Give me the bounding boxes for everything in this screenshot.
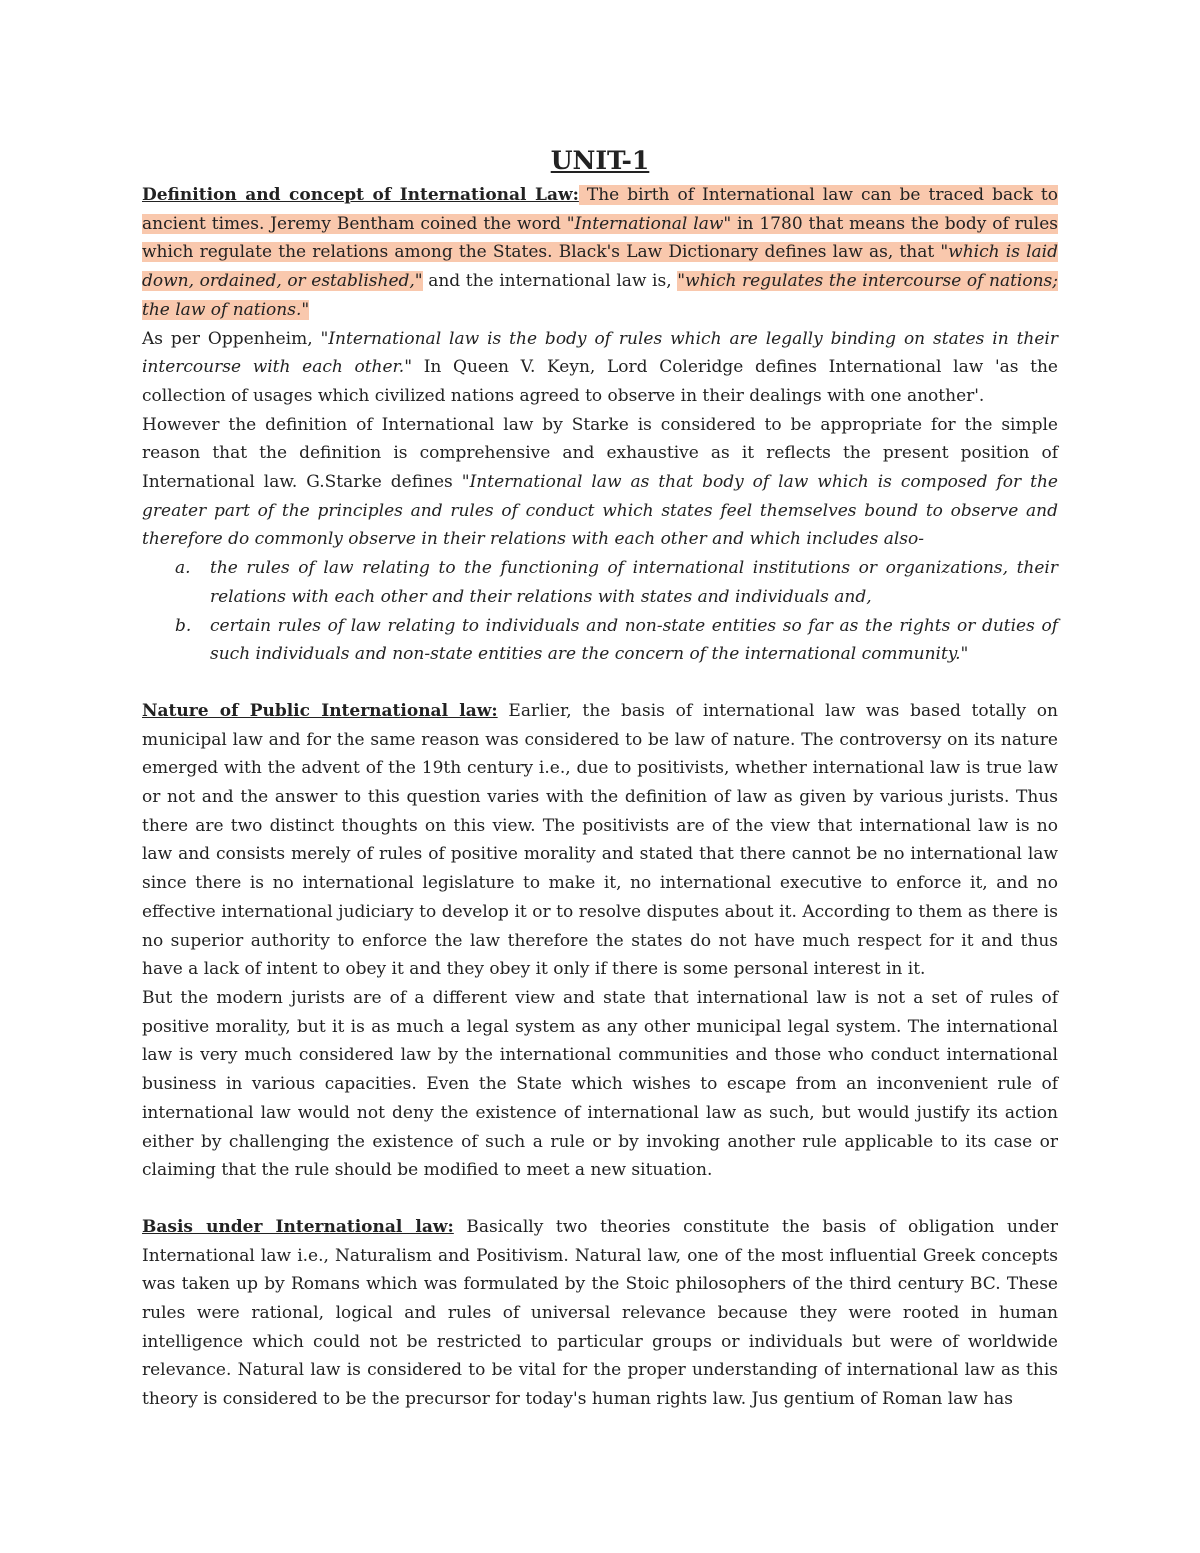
definition-paragraph [142,181,1058,325]
body-text: Earlier, the basis of international law was based totally on municipal law and for the same reason was considered to be law of nature. The controversy on its nature emerged with the advent of the 19th century i.e., due to positivists, whether international law is true law or not and the answer to this question varies with the definition of law as given by various jurists. Thus there are two distinct thoughts on this view. The positivists are of the view that international law is no law and consists merely of rules of positive morality and stated that there cannot be no international law since there is no international legislature to make it, no international executive to enforce it, and no effective international judiciary to develop it or to resolve disputes about it. According to them as there is no superior authority to enforce the law therefore the states do not have much respect for it and thus have a lack of intent to obey it and they obey it only if there is some personal interest in it. [142,700,1058,980]
body-text: However the definition of International law by Starke is considered to be appropriate for the simple reason that the definition is comprehensive and exhaustive as it reflects the present position of International law. G.Starke defines [142,414,1058,493]
list-item [142,612,1058,669]
highlighted-quote: "International law" [566,213,732,234]
page-title: UNIT-1 [550,146,650,175]
list-item-text: the rules of law relating to the functioning of international institutions or organizations, their relations with each other and their relations with states and individuals and, [210,558,1058,607]
document-body [142,143,1058,1414]
modern-jurists-paragraph: But the modern jurists are of a different view and state that international law is not a set of rules of positive morality, but it is as much a legal system as any other municipal legal system. The international law is very much considered law by the international communities and those who conduct international business in various capacities. Even the State which wishes to escape from an inconvenient rule of international law would not deny the existence of international law as such, but would justify its action either by challenging the existence of such a rule or by invoking another rule applicable to its case or claiming that the rule should be modified to meet a new situation. [142,987,1058,1181]
list-marker: b. [175,615,192,636]
nature-paragraph [142,697,1058,984]
highlighted-text: The birth of International law can be traced back to ancient times. Jeremy Bentham coined the word [142,185,1058,234]
section-heading-definition: Definition and concept of International Law: [142,185,579,205]
basis-paragraph [142,1213,1058,1414]
list-item-text: certain rules of law relating to individuals and non-state entities so far as the rights or duties of such individuals and non-state entities are the concern of the international community." [210,615,1058,665]
starke-paragraph [142,411,1058,555]
body-text: Basically two theories constitute the basis of obligation under International law i.e., Naturalism and Positivism. Natural law, one of the most influential Greek concepts was taken up by Romans which was formulated by the Stoic philosophers of the third century BC. These rules were rational, logical and rules of universal relevance because they were rooted in human intelligence which could not be restricted to particular groups or individuals but were of worldwide relevance. Natural law is considered to be vital for the proper understanding of international law as this theory is considered to be the precursor for today's human rights law. Jus gentium of Roman law has [142,1216,1059,1410]
highlighted-quote: "which regulates the intercourse of nations; the law of nations." [142,271,1058,320]
section-heading-basis: Basis under International law: [142,1216,454,1237]
body-text: As per Oppenheim, [142,328,321,349]
quote-text: "International law is the body of rules which are legally binding on states in their intercourse with each other." [142,328,1058,378]
body-text: In Queen V. Keyn, Lord Coleridge defines International law 'as the collection of usages which civilized nations agreed to observe in their dealings with one another'. [142,357,1058,406]
paragraph-gap [142,669,1058,697]
highlighted-quote: "which is laid down, ordained, or established," [142,242,1058,292]
paragraph-gap [142,1185,1058,1213]
list-item [142,554,1058,611]
body-text: and the international law is, [422,271,678,292]
oppenheim-paragraph [142,325,1058,411]
quote-text: "International law as that body of law which is composed for the greater part of the principles and rules of conduct which states feel themselves bound to observe and therefore do commonly observe in their relations with each other and which includes also- [142,472,1058,550]
starke-definition-list [142,554,1058,669]
list-marker: a. [175,558,191,579]
highlighted-text: in 1780 that means the body of rules which regulate the relations among the States. Black's Law Dictionary defines law as, that [142,213,1058,263]
section-heading-nature: Nature of Public International law: [142,700,498,721]
